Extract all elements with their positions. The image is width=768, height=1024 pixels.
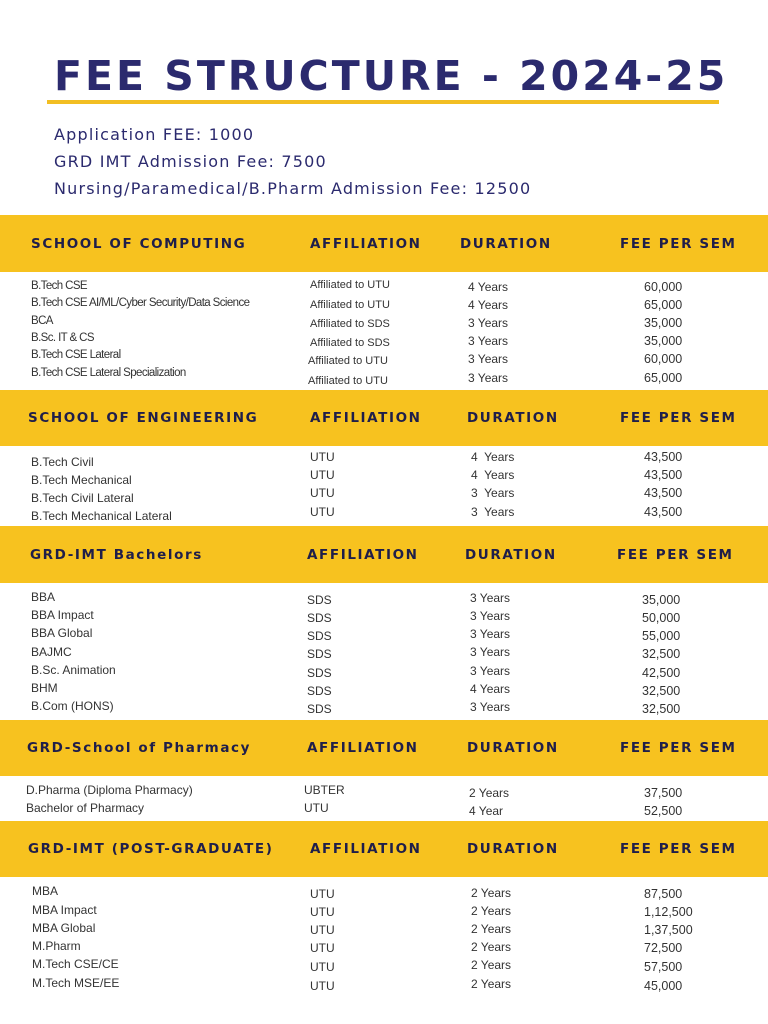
course-name: B.Tech Civil Lateral bbox=[31, 491, 134, 505]
fee-cell: 52,500 bbox=[644, 804, 683, 818]
course-name: MBA Impact bbox=[32, 903, 97, 917]
affiliation-cell: Affiliated to SDS bbox=[310, 337, 390, 349]
course-name: B.Tech Mechanical bbox=[31, 473, 132, 487]
course-name: B.Tech CSE AI/ML/Cyber Security/Data Science bbox=[31, 297, 250, 309]
fee-cell: 43,500 bbox=[644, 468, 683, 482]
fee-cell: 35,000 bbox=[644, 316, 683, 330]
fee-cell: 43,500 bbox=[644, 486, 683, 500]
duration-cell: 2 Years bbox=[471, 904, 512, 918]
duration-cell: 2 Years bbox=[471, 886, 512, 900]
course-name: B.Sc. Animation bbox=[31, 663, 116, 677]
affiliation-cell: UTU bbox=[304, 801, 329, 815]
section-header-imt-postgraduate bbox=[0, 821, 768, 877]
page-title: FEE STRUCTURE - 2024-25 bbox=[54, 52, 729, 100]
course-name: M.Tech MSE/EE bbox=[32, 976, 120, 990]
duration-cell: 3 Years bbox=[471, 486, 515, 500]
duration-cell: 4 Years bbox=[471, 468, 515, 482]
course-name: BCA bbox=[31, 315, 53, 327]
course-name: BHM bbox=[31, 681, 58, 695]
course-name: B.Tech Mechanical Lateral bbox=[31, 509, 172, 523]
affiliation-header: AFFILIATION bbox=[307, 740, 419, 756]
application-fee-line: Application FEE: 1000 bbox=[54, 125, 255, 144]
fee-cell: 1,12,500 bbox=[644, 905, 693, 919]
fee-cell: 37,500 bbox=[644, 786, 683, 800]
duration-cell: 4 Year bbox=[469, 804, 504, 818]
duration-header: DURATION bbox=[467, 410, 559, 426]
affiliation-cell: UBTER bbox=[304, 783, 345, 797]
fee-cell: 72,500 bbox=[644, 941, 683, 955]
course-name: BBA bbox=[31, 590, 56, 604]
section-header-pharmacy bbox=[0, 720, 768, 776]
fee-cell: 57,500 bbox=[644, 960, 683, 974]
affiliation-cell: Affiliated to UTU bbox=[308, 375, 388, 387]
affiliation-cell: UTU bbox=[310, 486, 335, 500]
course-name: B.Tech CSE Lateral bbox=[31, 349, 121, 361]
section-title: GRD-IMT (POST-GRADUATE) bbox=[28, 841, 274, 857]
duration-header: DURATION bbox=[460, 235, 552, 252]
fee-cell: 1,37,500 bbox=[644, 923, 693, 937]
imt-admission-fee-line: GRD IMT Admission Fee: 7500 bbox=[54, 152, 327, 171]
course-name: M.Pharm bbox=[32, 939, 81, 953]
duration-header: DURATION bbox=[467, 841, 559, 857]
fee-cell: 60,000 bbox=[644, 352, 683, 366]
duration-cell: 2 Years bbox=[471, 977, 512, 991]
duration-header: DURATION bbox=[465, 546, 557, 563]
duration-cell: 3 Years bbox=[468, 334, 509, 348]
affiliation-cell: Affiliated to SDS bbox=[310, 318, 390, 330]
affiliation-cell: Affiliated to UTU bbox=[308, 355, 388, 367]
fee-cell: 87,500 bbox=[644, 887, 683, 901]
duration-cell: 4 Years bbox=[471, 450, 515, 464]
affiliation-cell: UTU bbox=[310, 979, 335, 993]
section-header-imt-bachelors bbox=[0, 526, 768, 583]
duration-cell: 3 Years bbox=[470, 627, 511, 641]
fee-cell: 43,500 bbox=[644, 450, 683, 464]
duration-header: DURATION bbox=[467, 740, 559, 756]
duration-cell: 3 Years bbox=[470, 645, 511, 659]
section-title: SCHOOL OF ENGINEERING bbox=[28, 410, 259, 426]
affiliation-header: AFFILIATION bbox=[310, 235, 422, 252]
fee-cell: 35,000 bbox=[642, 593, 681, 607]
affiliation-cell: UTU bbox=[310, 905, 335, 919]
fee-cell: 43,500 bbox=[644, 505, 683, 519]
section-header-computing bbox=[0, 215, 768, 272]
duration-cell: 2 Years bbox=[471, 922, 512, 936]
affiliation-cell: UTU bbox=[310, 960, 335, 974]
duration-cell: 3 Years bbox=[468, 371, 509, 385]
course-name: Bachelor of Pharmacy bbox=[26, 801, 145, 815]
affiliation-cell: UTU bbox=[310, 923, 335, 937]
section-title: GRD-School of Pharmacy bbox=[27, 740, 252, 756]
course-name: BAJMC bbox=[31, 645, 72, 659]
fee-cell: 45,000 bbox=[644, 979, 683, 993]
affiliation-header: AFFILIATION bbox=[310, 841, 422, 857]
affiliation-cell: UTU bbox=[310, 941, 335, 955]
fee-header: FEE PER SEM bbox=[617, 546, 734, 563]
fee-header: FEE PER SEM bbox=[620, 740, 737, 756]
fee-cell: 65,000 bbox=[644, 371, 683, 385]
duration-cell: 3 Years bbox=[468, 316, 509, 330]
course-name: B.Com (HONS) bbox=[31, 699, 114, 713]
affiliation-cell: SDS bbox=[307, 629, 332, 643]
course-name: M.Tech CSE/CE bbox=[32, 957, 119, 971]
duration-cell: 4 Years bbox=[468, 280, 509, 294]
affiliation-cell: UTU bbox=[310, 887, 335, 901]
fee-cell: 55,000 bbox=[642, 629, 681, 643]
course-name: D.Pharma (Diploma Pharmacy) bbox=[26, 783, 193, 797]
fee-cell: 35,000 bbox=[644, 334, 683, 348]
duration-cell: 3 Years bbox=[471, 505, 515, 519]
duration-cell: 3 Years bbox=[470, 609, 511, 623]
fee-cell: 32,500 bbox=[642, 684, 681, 698]
affiliation-cell: UTU bbox=[310, 450, 335, 464]
affiliation-cell: UTU bbox=[310, 505, 335, 519]
duration-cell: 2 Years bbox=[471, 940, 512, 954]
duration-cell: 4 Years bbox=[468, 298, 509, 312]
duration-cell: 3 Years bbox=[470, 700, 511, 714]
affiliation-cell: SDS bbox=[307, 647, 332, 661]
fee-cell: 50,000 bbox=[642, 611, 681, 625]
fee-cell: 65,000 bbox=[644, 298, 683, 312]
fee-cell: 42,500 bbox=[642, 666, 681, 680]
affiliation-cell: SDS bbox=[307, 666, 332, 680]
course-name: BBA Impact bbox=[31, 608, 94, 622]
section-title: SCHOOL OF COMPUTING bbox=[31, 235, 247, 252]
fee-cell: 32,500 bbox=[642, 702, 681, 716]
section-header-engineering bbox=[0, 390, 768, 446]
affiliation-cell: Affiliated to UTU bbox=[310, 279, 390, 291]
duration-cell: 4 Years bbox=[470, 682, 511, 696]
title-underline bbox=[47, 100, 719, 104]
course-name: BBA Global bbox=[31, 626, 93, 640]
affiliation-cell: SDS bbox=[307, 702, 332, 716]
fee-header: FEE PER SEM bbox=[620, 841, 737, 857]
course-name: B.Tech CSE Lateral Specialization bbox=[31, 367, 186, 379]
affiliation-cell: SDS bbox=[307, 593, 332, 607]
affiliation-header: AFFILIATION bbox=[307, 546, 419, 563]
course-name: MBA bbox=[32, 884, 59, 898]
affiliation-cell: UTU bbox=[310, 468, 335, 482]
affiliation-cell: SDS bbox=[307, 611, 332, 625]
section-title: GRD-IMT Bachelors bbox=[30, 546, 203, 563]
duration-cell: 2 Years bbox=[471, 958, 512, 972]
affiliation-header: AFFILIATION bbox=[310, 410, 422, 426]
duration-cell: 3 Years bbox=[470, 664, 511, 678]
fee-cell: 60,000 bbox=[644, 280, 683, 294]
duration-cell: 3 Years bbox=[470, 591, 511, 605]
fee-cell: 32,500 bbox=[642, 647, 681, 661]
nursing-admission-fee-line: Nursing/Paramedical/B.Pharm Admission Fee: 12500 bbox=[54, 179, 532, 198]
course-name: B.Tech CSE bbox=[31, 280, 87, 292]
affiliation-cell: SDS bbox=[307, 684, 332, 698]
duration-cell: 2 Years bbox=[469, 786, 510, 800]
course-name: B.Sc. IT & CS bbox=[31, 332, 94, 344]
fee-header: FEE PER SEM bbox=[620, 235, 737, 252]
course-name: B.Tech Civil bbox=[31, 455, 94, 469]
affiliation-cell: Affiliated to UTU bbox=[310, 299, 390, 311]
course-name: MBA Global bbox=[32, 921, 96, 935]
fee-header: FEE PER SEM bbox=[620, 410, 737, 426]
duration-cell: 3 Years bbox=[468, 352, 509, 366]
